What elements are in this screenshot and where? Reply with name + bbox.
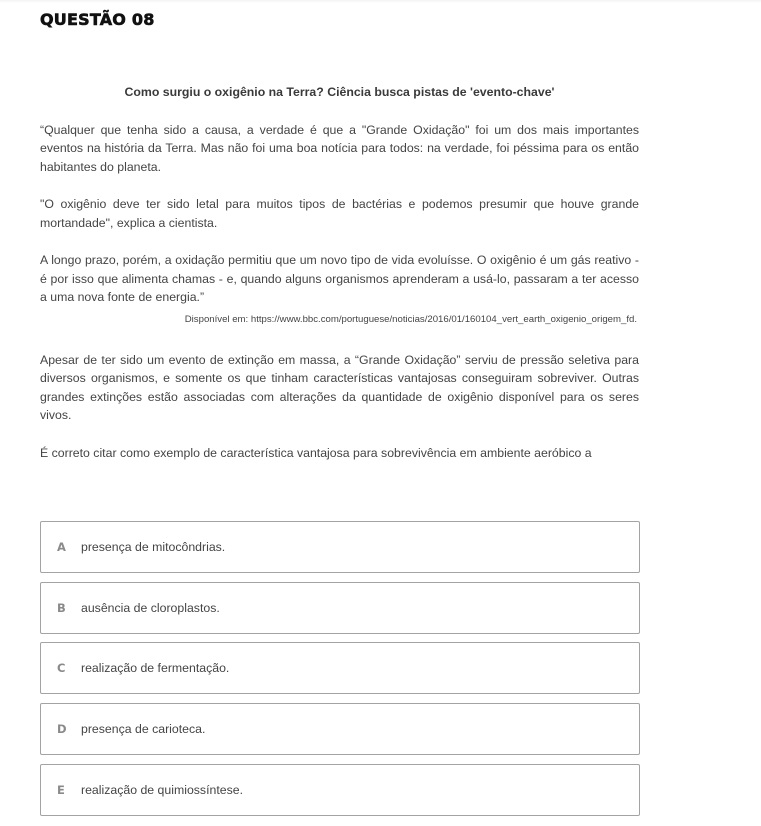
option-text: presença de carioteca. xyxy=(81,722,206,737)
option-text: realização de fermentação. xyxy=(81,661,230,676)
context-paragraph: Apesar de ter sido um evento de extinção em massa, a “Grande Oxidação” serviu de pressão seletiva para diversos organismos, e somente os que tinham características vantajosas conseguiram sobreviver. Outras grandes extinções estão associadas com alterações da quantidade de oxigênio disponível para os seres vivos. xyxy=(40,352,639,422)
option-text: realização de quimiossíntese. xyxy=(81,782,243,797)
quote-paragraph: A longo prazo, porém, a oxidação permitiu que um novo tipo de vida evoluísse. O oxigênio é um gás reativo - é por isso que alimenta chamas - e, quando alguns organismos aprenderam a usá-lo, passaram a ter acesso a uma nova fonte de energia.” xyxy=(40,253,639,304)
option-a[interactable] xyxy=(40,521,640,573)
option-e[interactable] xyxy=(40,764,640,816)
option-b[interactable] xyxy=(40,582,640,634)
quote-paragraph: "O oxigênio deve ter sido letal para muitos tipos de bactérias e podemos presumir que houve grande mortandade", explica a cientista. xyxy=(40,197,639,230)
option-letter: B xyxy=(57,600,66,615)
source-citation: Disponível em: https://www.bbc.com/portuguese/noticias/2016/01/160104_vert_earth_oxigenio_origem_fd. xyxy=(184,313,637,325)
option-letter: E xyxy=(57,782,65,797)
top-edge-shade xyxy=(0,0,761,3)
answer-options xyxy=(40,521,640,824)
question-prompt: É correto citar como exemplo de característica vantajosa para sobrevivência em ambiente aeróbico a xyxy=(40,445,592,460)
question-title: QUESTÃO 08 xyxy=(40,10,155,29)
quote-paragraph: “Qualquer que tenha sido a causa, a verdade é que a "Grande Oxidação" foi um dos mais importantes eventos na história da Terra. Mas não foi uma boa notícia para todos: na verdade, foi péssima para os então habitantes do planeta. xyxy=(40,122,639,174)
option-letter: D xyxy=(57,722,67,737)
option-letter: C xyxy=(57,661,66,676)
article-title: Como surgiu o oxigênio na Terra? Ciência busca pistas de 'evento-chave' xyxy=(124,85,555,99)
option-c[interactable] xyxy=(40,642,640,694)
question-content xyxy=(40,83,639,462)
option-letter: A xyxy=(57,540,66,554)
option-text: ausência de cloroplastos. xyxy=(81,600,220,615)
option-d[interactable] xyxy=(40,703,640,755)
option-text: presença de mitocôndrias. xyxy=(81,540,226,554)
